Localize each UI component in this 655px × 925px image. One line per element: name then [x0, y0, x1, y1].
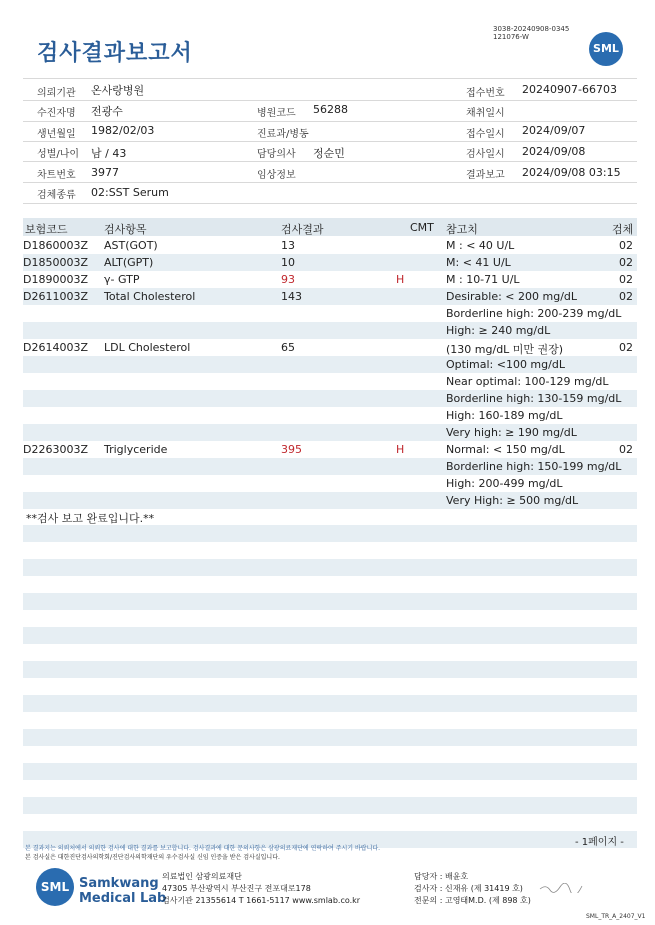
table-row [23, 373, 637, 390]
chart-no-label: 차트번호 [37, 170, 76, 181]
clinical-label: 임상정보 [257, 170, 296, 181]
report-title: 검사결과보고서 [37, 41, 193, 66]
table-row [23, 271, 637, 288]
cell-result: 395 [281, 443, 302, 456]
header-item: 검사항목 [104, 223, 147, 236]
table-row [23, 356, 637, 373]
collector-value: 전광수 [91, 105, 123, 118]
cell-reference: High: 200-499 mg/dL [446, 477, 563, 490]
cell-code: D2263003Z [23, 443, 88, 456]
collector-label: 수진자명 [37, 108, 76, 119]
cell-item: Total Cholesterol [104, 290, 196, 303]
staff-specialist: 전문의 : 고영태M.D. (제 898 호) [414, 896, 531, 905]
divider [23, 100, 637, 101]
document-id-line1: 3038-20240908-0345 [493, 25, 570, 33]
cell-result: 13 [281, 239, 295, 252]
receipt-date-value: 2024/09/07 [522, 124, 586, 137]
receipt-date-label: 접수일시 [466, 129, 505, 140]
cell-specimen: 02 [619, 443, 633, 456]
hospital-code-label: 병원코드 [257, 108, 296, 119]
dept-label: 진료과/병동 [257, 129, 309, 140]
cell-code: D1850003Z [23, 256, 88, 269]
cell-result: 65 [281, 341, 295, 354]
cell-reference: Near optimal: 100-129 mg/dL [446, 375, 609, 388]
divider [23, 182, 637, 183]
divider [23, 78, 637, 79]
header-code: 보험코드 [25, 223, 68, 236]
sex-age-label: 성별/나이 [37, 149, 80, 160]
table-row [23, 475, 637, 492]
chart-no-value: 3977 [91, 166, 119, 179]
birth-value: 1982/02/03 [91, 124, 155, 137]
cell-reference: Borderline high: 130-159 mg/dL [446, 392, 622, 405]
sml-logo-icon: SML [589, 32, 623, 66]
cell-item: ALT(GPT) [104, 256, 154, 269]
divider [23, 141, 637, 142]
completion-text: **검사 보고 완료입니다.** [26, 512, 155, 525]
hospital-code-value: 56288 [313, 103, 348, 116]
receipt-no-value: 20240907-66703 [522, 83, 617, 96]
brand-line1: Samkwang [79, 876, 159, 891]
institution-label: 의뢰기관 [37, 88, 76, 99]
cell-flag: H [396, 273, 405, 286]
divider [23, 203, 637, 204]
table-row [23, 237, 637, 254]
divider [23, 161, 637, 162]
cell-reference: M : 10-71 U/L [446, 273, 520, 286]
cell-code: D2611003Z [23, 290, 88, 303]
cell-result: 10 [281, 256, 295, 269]
cell-reference: M: < 41 U/L [446, 256, 511, 269]
cell-specimen: 02 [619, 239, 633, 252]
cell-result: 93 [281, 273, 295, 286]
cell-flag: H [396, 443, 405, 456]
table-row [23, 305, 637, 322]
test-date-value: 2024/09/08 [522, 145, 586, 158]
cell-reference: Optimal: <100 mg/dL [446, 358, 565, 371]
blank-row-band [23, 593, 637, 610]
specimen-value: 02:SST Serum [91, 186, 169, 199]
cell-reference: M : < 40 U/L [446, 239, 515, 252]
table-row [23, 288, 637, 305]
header-reference: 참고치 [446, 223, 478, 236]
cell-reference: Desirable: < 200 mg/dL [446, 290, 578, 303]
report-date-label: 결과보고 [466, 170, 505, 181]
divider [23, 121, 637, 122]
cell-specimen: 02 [619, 290, 633, 303]
notice-line1: 본 결과지는 의뢰처에서 의뢰한 검사에 대한 결과를 보고합니다. 검사결과에 대한 문의사항은 삼광의료재단에 연락하여 주시기 바랍니다. [25, 845, 381, 852]
table-row [23, 492, 637, 509]
org-name: 의료법인 삼광의료재단 [162, 872, 242, 881]
blank-row-band [23, 661, 637, 678]
cell-reference: Very high: ≥ 190 mg/dL [446, 426, 577, 439]
blank-row-band [23, 627, 637, 644]
cell-reference: High: ≥ 240 mg/dL [446, 324, 551, 337]
table-row [23, 441, 637, 458]
cell-code: D1860003Z [23, 239, 88, 252]
cell-item: γ- GTP [104, 273, 140, 286]
table-row [23, 322, 637, 339]
cell-item: AST(GOT) [104, 239, 158, 252]
cell-specimen: 02 [619, 256, 633, 269]
institution-value: 온사랑병원 [91, 84, 145, 97]
birth-label: 생년월일 [37, 129, 76, 140]
cell-result: 143 [281, 290, 302, 303]
cell-specimen: 02 [619, 341, 633, 354]
header-result: 검사결과 [281, 223, 324, 236]
header-cmt: CMT [410, 221, 434, 234]
table-row [23, 339, 637, 356]
cell-specimen: 02 [619, 273, 633, 286]
staff-tester: 검사자 : 신재유 (제 31419 호) [414, 884, 523, 893]
page-number: - 1페이지 - [575, 837, 624, 848]
table-row [23, 390, 637, 407]
doctor-value: 정순민 [313, 147, 345, 160]
cell-code: D1890003Z [23, 273, 88, 286]
cell-reference: Borderline high: 200-239 mg/dL [446, 307, 622, 320]
cell-item: LDL Cholesterol [104, 341, 191, 354]
table-row [23, 424, 637, 441]
org-contact: 검사기관 21355614 T 1661-5117 www.smlab.co.kr [162, 896, 361, 905]
table-row [23, 254, 637, 271]
cell-reference: Borderline high: 150-199 mg/dL [446, 460, 622, 473]
receipt-no-label: 접수번호 [466, 88, 505, 99]
document-id [493, 25, 569, 41]
cell-reference: High: 160-189 mg/dL [446, 409, 563, 422]
document-id-line2: 121076-W [493, 33, 529, 41]
table-row [23, 407, 637, 424]
collect-date-label: 채취일시 [466, 108, 505, 119]
header-specimen: 검체 [612, 223, 634, 236]
blank-row-band [23, 763, 637, 780]
test-date-label: 검사일시 [466, 149, 505, 160]
blank-row-band [23, 729, 637, 746]
sex-age-value: 남 / 43 [91, 147, 127, 160]
cell-reference: (130 mg/dL 미만 권장) [446, 343, 564, 356]
notice-line2: 본 검사실은 대한진단검사의학회/진단검사의학재단의 우수검사실 신임 인증을 받은 검사실입니다. [25, 854, 280, 861]
form-version: SML_TR_A_2407_V1 [586, 913, 646, 920]
org-address: 47305 부산광역시 부산진구 전포대로178 [162, 884, 311, 893]
blank-row-band [23, 797, 637, 814]
signature-icon [538, 883, 588, 893]
blank-row-band [23, 695, 637, 712]
cell-code: D2614003Z [23, 341, 88, 354]
cell-reference: Normal: < 150 mg/dL [446, 443, 565, 456]
table-row [23, 458, 637, 475]
report-date-value: 2024/09/08 03:15 [522, 166, 621, 179]
blank-row-band [23, 559, 637, 576]
cell-item: Triglyceride [104, 443, 168, 456]
staff-manager: 담당자 : 배윤호 [414, 872, 469, 881]
doctor-label: 담당의사 [257, 149, 296, 160]
cell-reference: Very High: ≥ 500 mg/dL [446, 494, 579, 507]
sml-footer-logo-icon: SML [36, 868, 74, 906]
specimen-label: 검체종류 [37, 190, 76, 201]
brand-line2: Medical Lab [79, 891, 167, 906]
blank-row-band [23, 525, 637, 542]
